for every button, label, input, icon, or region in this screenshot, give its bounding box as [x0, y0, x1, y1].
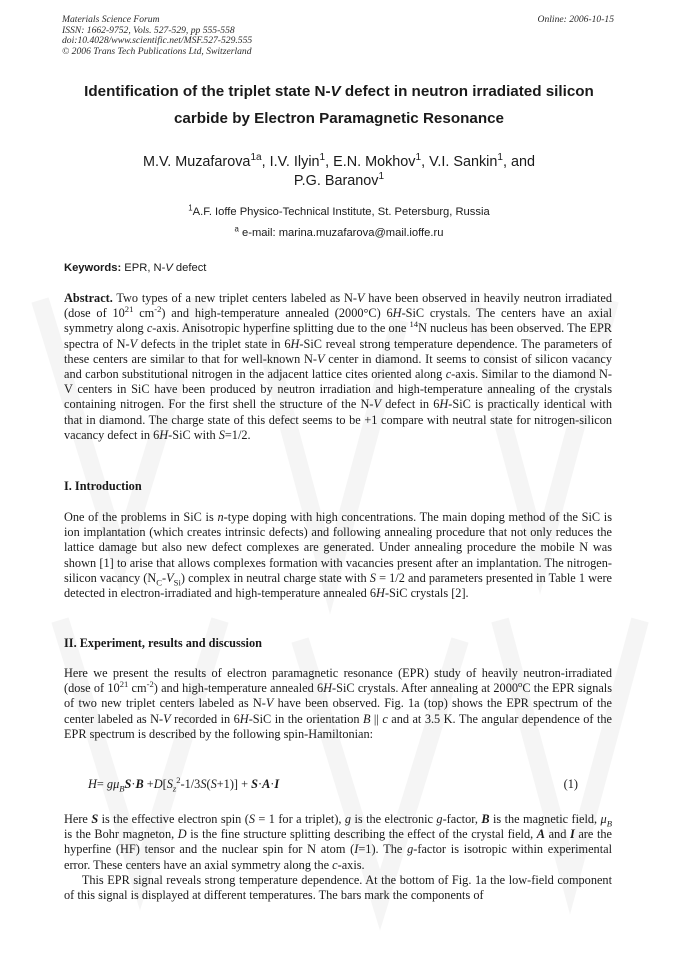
paper-title: Identification of the triplet state N-V defect in neutron irradiated silicon carbide by Electron Paramagnetic Resonance: [84, 83, 594, 127]
equation-1: $H= g\mu_BS\cdot B +D[S_z^2-1/3S(S+1)] + S\cdot A\cdot I$ (1): [88, 774, 578, 794]
definition-paragraph: Here S is the effective electron spin (S = 1 for a triplet), g is the electronic g-factor, B is the magnetic field, $\mu_B$ is the Bohr magneton, D is the fine structure splitting describing the effect of the crystal field, A and I are the hyperfine (HF) tensor and the nuclear spin for N atom (I=1). The g-factor is isotropic within experimental error. These centers have an axial symmetry along the c-axis.: [64, 812, 612, 872]
temperature-paragraph: This EPR signal reveals strong temperature dependence. At the bottom of Fig. 1a the low-field component of this signal is displayed at different temperatures. The bars mark the components of: [64, 873, 612, 903]
section-heading-experiment: II. Experiment, results and discussion: [64, 636, 262, 650]
equation-number: (1): [563, 777, 578, 791]
issn: ISSN: 1662-9752, Vols. 527-529, pp 555-558: [62, 24, 235, 36]
journal-name: Materials Science Forum: [62, 14, 160, 25]
online-date: Online: 2006-10-15: [537, 14, 614, 25]
journal-header: [62, 15, 614, 57]
email: $^a$ e-mail: marina.muzafarova@mail.ioffe.ru: [234, 224, 444, 239]
affiliation: $^1$A.F. Ioffe Physico-Technical Institute, St. Petersburg, Russia: [188, 203, 490, 218]
doi: doi:10.4028/www.scientific.net/MSF.527-529.555: [62, 35, 253, 47]
abstract-paragraph: Abstract. Two types of a new triplet centers labeled as N-V have been observed in heavily neutron irradiated (dose of $10^{21}$ $cm^{-2}$) and high-temperature annealed (2000°C) 6H-SiC crystals. The centers have an axial symmetry along c-axis. Anisotropic hyperfine splitting due to the one $^{14}$N nucleus has been observed. The EPR spectra of N-V defects in the triplet state in 6H-SiC reveal strong temperature dependence. The parameters of these centers are similar to that for well-known N-V center in diamond. It seems to consist of silicon vacancy and carbon substitutional nitrogen in the adjacent lattice cites oriented along c-axis. Similar to the diamond N-V centers in SiC have been produced by neutron irradiation and high-temperature annealing of the crystals containing nitrogen. For the first shell the structure of the N-V defect in 6H-SiC is practically identical with that in diamond. The charge state of this defect seems to be +1 compare with neutral state for nitrogen-silicon vacancy defect in 6H-SiC with S=1/2.: [64, 291, 612, 442]
keywords: Keywords: EPR, N-V defect: [64, 262, 207, 274]
copyright: © 2006 Trans Tech Publications Ltd, Switzerland: [62, 45, 252, 57]
author-list: M.V. Muzafarova$^{1a}$, I.V. Ilyin$^1$, E.N. Mokhov$^1$, V.I. Sankin$^1$, and P.G. Baranov$^1$: [142, 152, 536, 189]
experiment-paragraph: Here we present the results of electron paramagnetic resonance (EPR) study of heavily neutron-irradiated (dose of $10^{21}$ $cm^{-2}$) and high-temperature annealed 6H-SiC crystals. After annealing at 2000$^o$C the EPR signals of two new triplet centers labeled as N-V have been observed. Fig. 1a (top) shows the EPR spectrum of the center labeled as N-V recorded in 6H-SiC in the orientation B || c and at 3.5 K. The angular dependence of the EPR spectrum is described by the following spin-Hamiltonian:: [64, 666, 612, 741]
introduction-paragraph: One of the problems in SiC is n-type doping with high concentrations. The main doping method of the SiC is ion implantation (which creates intrinsic defects) and following annealing procedure that not only reduces the lattice damage but also new defect complexes are generated. Under annealing procedure the mobile N was shown [1] to arise that allows complexes formation with vacancies present after an implantation. The nitrogen-silicon vacancy $(N_C-V_{Si})$ complex in neutral charge state with S = 1/2 and parameters presented in Table 1 were detected in electron-irradiated and high-temperature annealed 6H-SiC crystals [2].: [64, 510, 613, 601]
section-heading-introduction: I. Introduction: [64, 479, 142, 493]
